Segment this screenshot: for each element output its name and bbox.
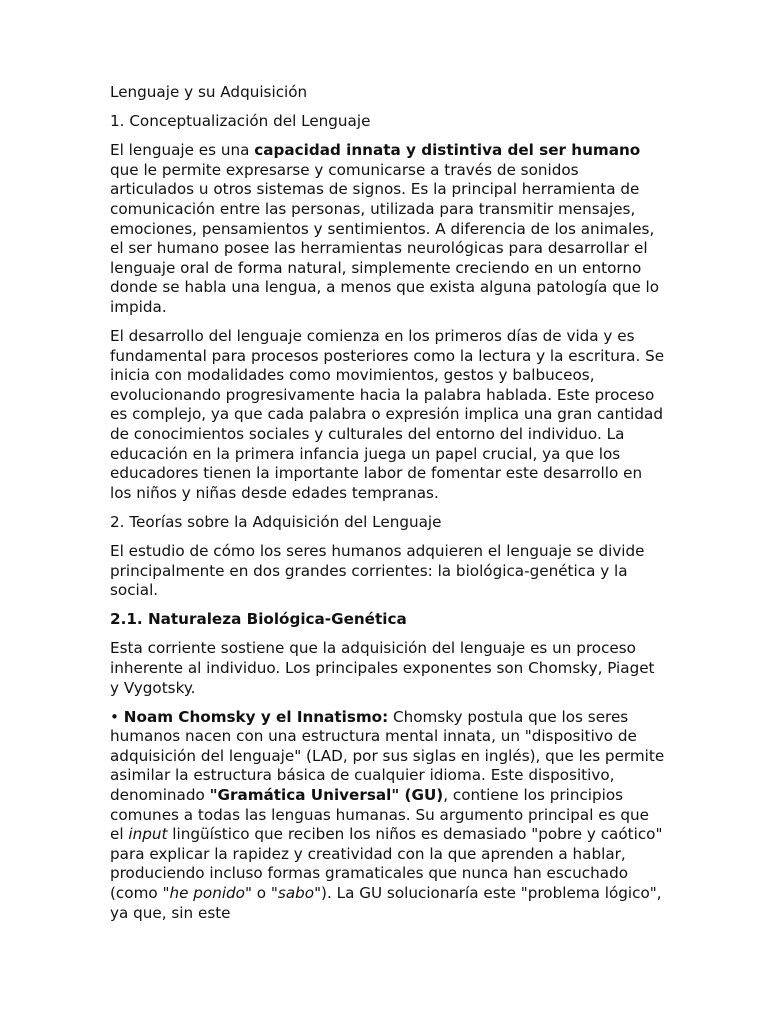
bullet-marker: • — [110, 707, 124, 726]
text-run: , contiene los principios comunes a todas las lenguas humanas. Su argumento principal es que el — [110, 786, 649, 844]
text-run: Chomsky postula que los seres humanos nacen con una estructura mental innata, un "dispositivo de adquisición del lenguaje" (LAD, por sus siglas en inglés), que les permite asimilar la estructura básica de cualquier idioma. Este dispositivo, denominado — [110, 707, 665, 804]
text-run: lingüístico que reciben los niños es demasiado "pobre y caótico" para explicar la rapidez y creatividad con la que aprenden a hablar, produciendo incluso formas gramaticales que nunca han escuchado (como " — [110, 825, 663, 902]
section-1-heading: 1. Conceptualización del Lenguaje — [110, 112, 371, 131]
bullet-chomsky — [110, 708, 665, 924]
subsection-2-1-heading-text: 2.1. Naturaleza Biológica-Genética — [110, 610, 407, 629]
paragraph-conceptualization — [110, 141, 665, 317]
section-2-heading: 2. Teorías sobre la Adquisición del Lenguaje — [110, 512, 442, 531]
bold-run: capacidad innata y distintiva del ser humano — [254, 141, 641, 160]
text-run: que le permite expresarse y comunicarse a través de sonidos articulados u otros sistemas de signos. Es la principal herramienta de comunicación entre las personas, utilizada para transmitir mensajes, emociones, pensamientos y sentimientos. A diferencia de los animales, el ser humano posee las herramientas neurológicas para desarrollar el lenguaje oral de forma natural, simplemente creciendo en un entorno donde se habla una lengua, a menos que exista alguna patología que lo impida. — [110, 160, 660, 316]
bold-run: "Gramática Universal" (GU) — [209, 786, 444, 804]
italic-run: he ponido — [169, 883, 245, 902]
subsection-2-1-heading — [110, 610, 665, 630]
paragraph-development: El desarrollo del lenguaje comienza en los primeros días de vida y es fundamental para procesos posteriores como la lectura y la escritura. Se inicia con modalidades como movimientos, gestos y balbuceos, evolucionando progresivamente hacia la palabra hablada. Este proceso es complejo, ya que cada palabra o expresión implica una gran cantidad de conocimientos sociales y culturales del entorno del individuo. La educación en la primera infancia juega un papel crucial, ya que los educadores tienen la importante labor de fomentar este desarrollo en los niños y niñas desde edades tempranas. — [110, 327, 665, 502]
italic-run: input — [128, 825, 168, 844]
italic-run: sabo — [277, 883, 315, 902]
text-run: " o " — [244, 883, 278, 902]
text-run: El lenguaje es una — [110, 141, 255, 160]
text-run: "). La GU solucionaría este "problema lógico", ya que, sin este — [110, 883, 662, 922]
document-page — [110, 83, 665, 933]
bold-run: Noam Chomsky y el Innatismo: — [123, 707, 389, 726]
paragraph-biological-intro: Esta corriente sostiene que la adquisición del lenguaje es un proceso inherente al individuo. Los principales exponentes son Chomsky, Piaget y Vygotsky. — [110, 639, 655, 697]
document-title: Lenguaje y su Adquisición — [110, 83, 308, 101]
paragraph-theories-intro: El estudio de cómo los seres humanos adquieren el lenguaje se divide principalmente en dos grandes corrientes: la biológica-genética y la social. — [110, 541, 645, 600]
